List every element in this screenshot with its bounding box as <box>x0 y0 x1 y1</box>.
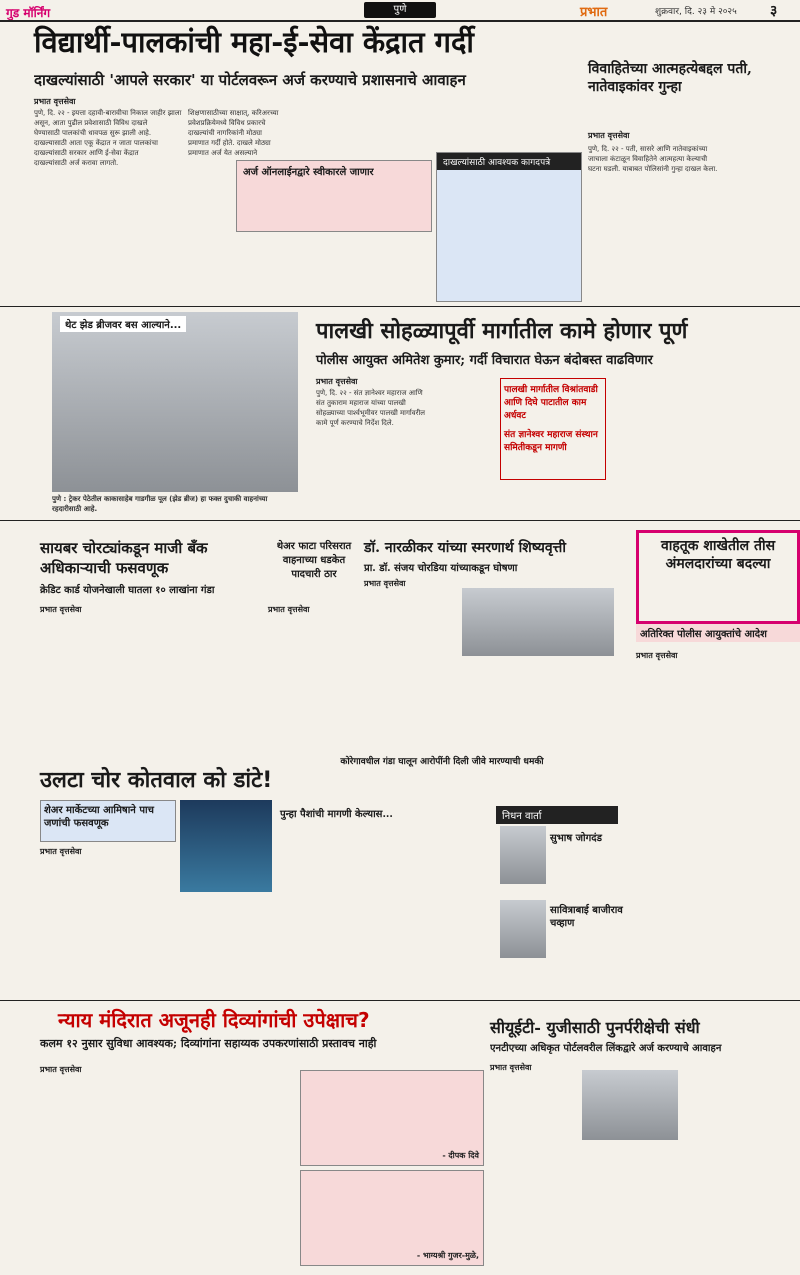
share-byline: प्रभात वृत्तसेवा <box>40 847 82 856</box>
palkhi-box <box>500 378 606 480</box>
cyber-byline: प्रभात वृत्तसेवा <box>40 605 82 614</box>
photo-caption: पुणे : ट्रेकर पेठेतील काकासाहेब गाडगीळ पूल (झेड ब्रीज) हा फक्त दुचाकी वाहनांच्या रहदारीसाठी आहे. <box>52 495 268 513</box>
section-rule-1 <box>0 306 800 307</box>
photo-title: थेट झेड ब्रीजवर बस आल्याने... <box>60 316 186 332</box>
obit-photo-2 <box>500 900 546 958</box>
brand-logo: प्रभात <box>580 5 608 20</box>
palkhi-headline: पालखी सोहळ्यापूर्वी मार्गातील कामे होणार पूर्ण <box>316 319 688 344</box>
cuet-subhead: एनटीएच्या अधिकृत पोर्टलवरील लिंकद्वारे अर्ज करण्याचे आवाहन <box>490 1043 722 1054</box>
obit-photo-1 <box>500 826 546 884</box>
lead-headline: विद्यार्थी-पालकांची महा-ई-सेवा केंद्रात गर्दी <box>34 25 474 59</box>
scholar-headline: डॉ. नारळीकर यांच्या स्मरणार्थ शिष्यवृत्ती <box>364 540 566 556</box>
share-headline: शेअर मार्केटच्या आमिषाने पाच जणांची फसवणूक <box>40 800 176 842</box>
cyber-subhead: क्रेडिट कार्ड योजनेखाली घातला १० लाखांना गंडा <box>40 585 215 596</box>
side-body: पुणे, दि. २२ - पती, सासरे आणि नातेवाइकांच्या जाचाला कंटाळून विवाहितेने आत्महत्या केल्याची घटना घडली. याबाबत पोलिसांनी गुन्हा दाखल केला. <box>588 145 718 173</box>
palkhi-box2: संत ज्ञानेश्वर महाराज संस्थान समितीकडून मागणी <box>504 430 598 453</box>
traffic-headline: वाहतूक शाखेतील तीस अंमलदारांच्या बदल्या <box>660 538 776 572</box>
nyay-byline: प्रभात वृत्तसेवा <box>40 1065 82 1074</box>
nyay-headline: न्याय मंदिरात अजूनही दिव्यांगांची उपेक्षाच? <box>58 1008 370 1032</box>
palkhi-body: पुणे, दि. २२ - संत ज्ञानेश्वर महाराज आणि संत तुकाराम महाराज यांच्या पालखी सोहळ्याच्या पार्श्वभूमीवर पालखी मार्गावरील कामे पूर्ण करण्याचे निर्देश दिले. <box>316 389 426 427</box>
docs-panel-title: दाखल्यांसाठी आवश्यक कागदपत्रे <box>437 153 581 170</box>
docs-panel <box>436 152 582 302</box>
quote2-author: - भाग्यश्री गुजर-मुळे, <box>416 1251 479 1260</box>
cuet-photo <box>582 1070 678 1140</box>
palkhi-byline: प्रभात वृत्तसेवा <box>316 377 358 386</box>
theatre-byline: प्रभात वृत्तसेवा <box>268 605 310 614</box>
lead-byline: प्रभात वृत्तसेवा <box>34 97 76 106</box>
nyay-quote-2 <box>300 1170 484 1266</box>
side-headline: विवाहितेच्या आत्महत्येबद्दल पती, नातेवाइकांवर गुन्हा <box>588 61 752 95</box>
cuet-byline: प्रभात वृत्तसेवा <box>490 1063 532 1072</box>
traffic-box <box>636 530 800 624</box>
lead-subhead: दाखल्यांसाठी 'आपले सरकार' या पोर्टलवरून अर्ज करण्याचे प्रशासनाचे आवाहन <box>34 71 466 89</box>
section-tab[interactable]: पुणे <box>364 2 436 18</box>
traffic-byline: प्रभात वृत्तसेवा <box>636 651 678 660</box>
scholar-byline: प्रभात वृत्तसेवा <box>364 579 406 588</box>
quote1-author: - दीपक दिवे <box>442 1151 479 1160</box>
palkhi-box1: पालखी मार्गातील विश्रांतवाडी आणि दिघे पाटातील काम अर्धवट <box>504 385 598 421</box>
obit-title: निधन वार्ता <box>496 806 618 824</box>
nyay-quote-1 <box>300 1070 484 1166</box>
cuet-headline: सीयूईटी- युजीसाठी पुनर्परीक्षेची संधी <box>490 1018 700 1037</box>
traffic-subhead: अतिरिक्त पोलीस आयुक्तांचे आदेश <box>636 624 800 642</box>
scholarship-photo <box>462 588 614 656</box>
ulta-kicker: कोरेगावधील गंडा घालून आरोपींनी दिली जीवे मारण्याची धमकी <box>340 757 544 767</box>
obit-name-1: सुभाष जोगदंड <box>550 833 602 844</box>
obit-name-2: सावित्राबाई बाजीराव चव्हाण <box>550 905 623 929</box>
scholar-subhead: प्रा. डॉ. संजय चोरडिया यांच्याकडून घोषणा <box>364 563 518 574</box>
cyber-headline: सायबर चोरट्यांकडून माजी बँक अधिकाऱ्याची फसवणूक <box>40 539 208 577</box>
bus-photo <box>52 312 298 492</box>
side-byline: प्रभात वृत्तसेवा <box>588 131 630 140</box>
lead-body-col1: पुणे, दि. २२ - इयत्ता दहावी-बारावीचा निकाल जाहीर झाला असून, आता पुढील प्रवेशासाठी विविध दाखले घेण्यासाठी पालकांची धावपळ सुरू झाली आहे. दाखल्यासाठी आता एकू केंद्रात न जाता पालकांचा दाखल्यांसाठी सरकार आणि ई-सेवा केंद्रात दाखल्यांसाठी अर्ज करावा लागतो. <box>34 109 182 167</box>
share-market-image <box>180 800 272 892</box>
palkhi-subhead: पोलीस आयुक्त अमितेश कुमार; गर्दी विचारात घेऊन बंदोबस्त वाढविणार <box>316 353 653 368</box>
dateline: शुक्रवार, दि. २३ मे २०२५ <box>655 7 737 17</box>
online-panel <box>236 160 432 232</box>
nyay-subhead: कलम १२ नुसार सुविधा आवश्यक; दिव्यांगांना सहाय्यक उपकरणांसाठी प्रस्तावच नाही <box>40 1037 377 1050</box>
section-rule-3 <box>0 1000 800 1001</box>
theatre-headline: थेअर फाटा परिसरात वाहनाच्या धडकेत पादचारी ठार <box>276 541 352 580</box>
ulta-headline: उलटा चोर कोतवाल को डांटे! <box>40 768 273 793</box>
online-panel-title: अर्ज ऑनलाईनद्वारे स्वीकारले जाणार <box>243 167 374 178</box>
page-number: ३ <box>770 3 778 19</box>
pune-repeat-head: पुन्हा पैशांची मागणी केल्यास... <box>280 809 393 820</box>
lead-body-col2: शिक्षणासाठीच्या साक्षात्, करिअरच्या प्रवेशप्रक्रियेमध्ये विविध प्रकारचे दाखल्यांची नागरिकांनी मोठ्या प्रमाणात गर्दी होते. दाखले मोठ्या प्रमाणात अर्ज येत असल्याने <box>188 109 279 157</box>
section-rule-2 <box>0 520 800 521</box>
edition-label: गुड मॉर्निंग <box>6 6 51 20</box>
